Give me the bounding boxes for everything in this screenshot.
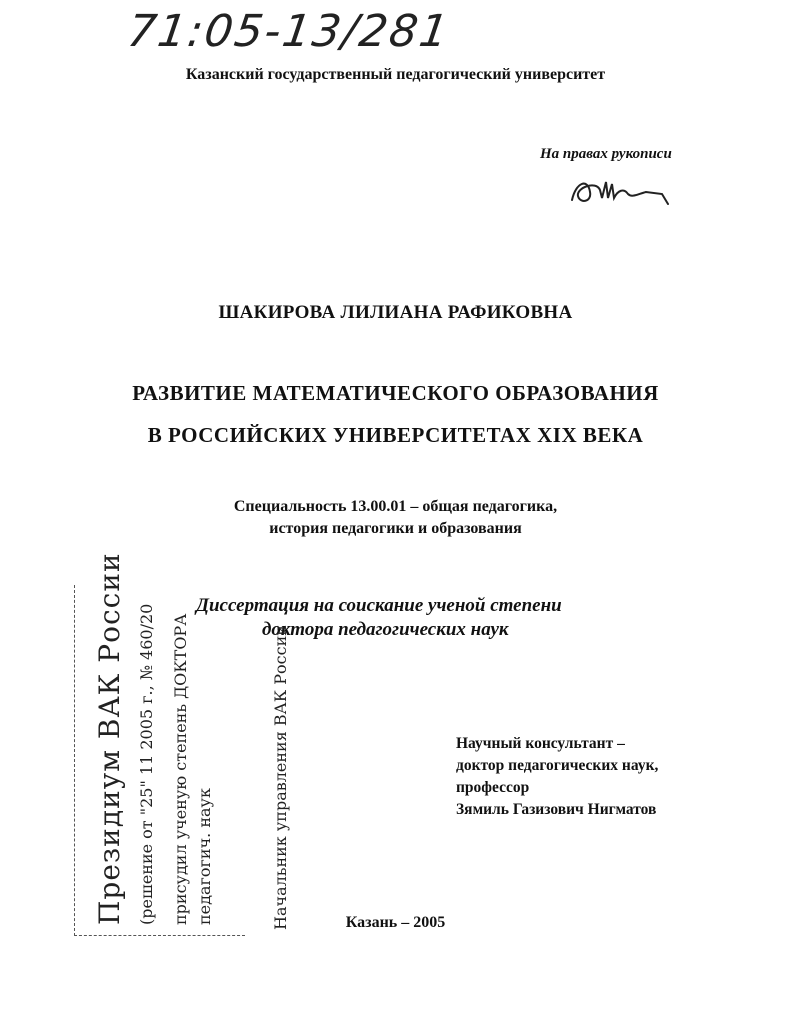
consultant-degree: доктор педагогических наук, [456,757,659,774]
stamp-line-3: присудил ученую степень ДОКТОРА [171,613,190,925]
city-year: Казань – 2005 [345,914,446,931]
university-name: Казанский государственный педагогический университет [185,66,606,83]
degree-line-2: доктора педагогических наук [262,619,509,640]
vak-approval-stamp [74,552,290,936]
signature-icon [566,170,676,215]
stamp-line-1: Президиум ВАК России [93,552,126,925]
consultant-name: Зямиль Газизович Нигматов [456,801,657,818]
dissertation-title-line-1: РАЗВИТИЕ МАТЕМАТИЧЕСКОГО ОБРАЗОВАНИЯ [132,381,659,405]
stamp-line-4: педагогич. наук [195,788,214,925]
stamp-line-2: (решение от "25" 11 2005 г., № 460/20 [137,603,156,925]
handwritten-archive-code: 71:05-13/281 [124,6,454,57]
rights-note: На правах рукописи [540,146,672,162]
specialty-line-2: история педагогики и образования [269,520,522,537]
degree-line-1: Диссертация на соискание ученой степени [196,595,562,616]
specialty-line-1: Специальность 13.00.01 – общая педагогика, [233,498,558,515]
author-name: ШАКИРОВА ЛИЛИАНА РАФИКОВНА [218,302,573,323]
consultant-role: Научный консультант – [456,735,625,752]
stamp-line-5: Начальник управления ВАК России [271,625,290,930]
consultant-title: профессор [456,779,530,796]
dissertation-title-line-2: В РОССИЙСКИХ УНИВЕРСИТЕТАХ XIX ВЕКА [147,423,644,447]
